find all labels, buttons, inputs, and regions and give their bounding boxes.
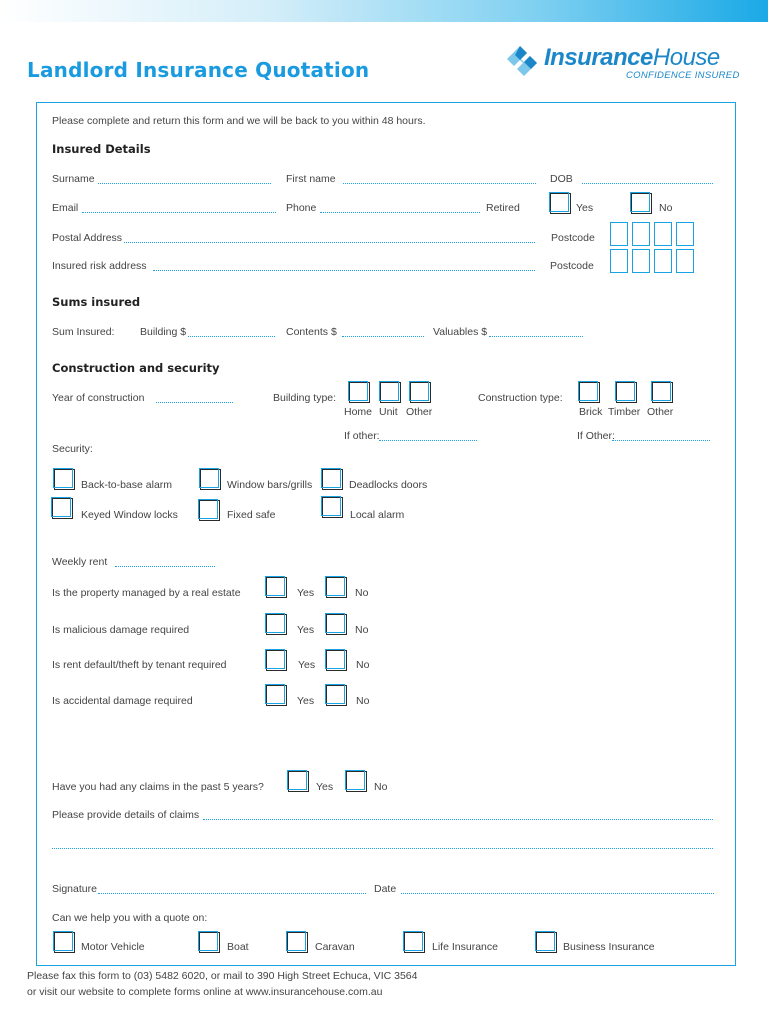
caravan-label: Caravan (315, 941, 355, 953)
help-question: Can we help you with a quote on: (52, 912, 208, 924)
window-bars-label: Window bars/grills (227, 479, 313, 491)
date-label: Date (374, 883, 397, 895)
keyed-window-locks-checkbox[interactable] (52, 498, 73, 519)
year-construction-field[interactable] (156, 402, 233, 403)
claims-details-field[interactable] (203, 819, 713, 820)
building-other-label: Other (406, 406, 433, 418)
weekly-rent-field[interactable] (115, 566, 215, 567)
construction-if-other-field[interactable] (612, 440, 710, 441)
postal-address-field[interactable] (124, 242, 535, 243)
retired-yes-label: Yes (576, 202, 594, 214)
building-type-label: Building type: (273, 392, 337, 404)
local-alarm-checkbox[interactable] (322, 497, 343, 518)
malicious-no-label: No (355, 624, 369, 636)
building-home-checkbox[interactable] (349, 382, 370, 403)
building-sum-label: Building $ (140, 326, 187, 338)
logo-name-bold: Insurance (544, 44, 653, 71)
life-insurance-checkbox[interactable] (404, 932, 425, 953)
valuables-sum-label: Valuables $ (433, 326, 488, 338)
construction-brick-label: Brick (579, 406, 603, 418)
claims-yes-label: Yes (316, 781, 334, 793)
fixed-safe-checkbox[interactable] (199, 500, 220, 521)
construction-timber-label: Timber (608, 406, 641, 418)
accidental-no-checkbox[interactable] (326, 685, 347, 706)
deadlocks-label: Deadlocks doors (349, 479, 428, 491)
keyed-window-locks-label: Keyed Window locks (81, 509, 178, 521)
construction-if-other-label: If Other: (577, 430, 615, 442)
sum-insured-label: Sum Insured: (52, 326, 115, 338)
building-other-checkbox[interactable] (410, 382, 431, 403)
postcode-digit-4[interactable] (676, 222, 694, 246)
claims-details-field-line-2[interactable] (52, 848, 713, 849)
rent-default-yes-checkbox[interactable] (266, 650, 287, 671)
deadlocks-checkbox[interactable] (322, 469, 343, 490)
dob-field[interactable] (582, 183, 713, 184)
risk-postcode-label: Postcode (550, 260, 594, 272)
building-home-label: Home (344, 406, 373, 418)
dob-label: DOB (550, 173, 573, 185)
boat-checkbox[interactable] (199, 932, 220, 953)
local-alarm-label: Local alarm (350, 509, 405, 521)
claims-details-label: Please provide details of claims (52, 809, 200, 821)
claims-yes-checkbox[interactable] (288, 771, 309, 792)
building-unit-checkbox[interactable] (380, 382, 401, 403)
first-name-field[interactable] (343, 183, 536, 184)
window-bars-checkbox[interactable] (200, 469, 221, 490)
phone-field[interactable] (320, 212, 480, 213)
logo-mark-icon (503, 42, 543, 76)
managed-no-label: No (355, 587, 369, 599)
rent-default-yes-label: Yes (298, 659, 316, 671)
header-gradient-bar (0, 0, 768, 22)
signature-field[interactable] (98, 893, 366, 894)
signature-label: Signature (52, 883, 97, 895)
malicious-yes-checkbox[interactable] (266, 614, 287, 635)
surname-field[interactable] (98, 183, 271, 184)
accidental-no-label: No (356, 695, 370, 707)
postcode-digit-1[interactable] (610, 222, 628, 246)
retired-no-checkbox[interactable] (631, 193, 652, 214)
page-title: Landlord Insurance Quotation (27, 58, 370, 82)
construction-heading: Construction and security (52, 361, 220, 375)
construction-type-label: Construction type: (478, 392, 563, 404)
risk-address-field[interactable] (153, 270, 535, 271)
valuables-sum-field[interactable] (489, 336, 583, 337)
email-field[interactable] (82, 212, 276, 213)
back-to-base-alarm-label: Back-to-base alarm (81, 479, 173, 491)
risk-postcode-digit-3[interactable] (654, 249, 672, 273)
construction-brick-checkbox[interactable] (579, 382, 600, 403)
logo-wordmark (544, 44, 720, 72)
managed-yes-label: Yes (297, 587, 315, 599)
email-label: Email (52, 202, 79, 214)
claims-no-label: No (374, 781, 388, 793)
postcode-label: Postcode (551, 232, 595, 244)
caravan-checkbox[interactable] (287, 932, 308, 953)
business-insurance-label: Business Insurance (563, 941, 655, 953)
risk-postcode-digit-4[interactable] (676, 249, 694, 273)
contents-sum-field[interactable] (342, 336, 424, 337)
building-if-other-label: If other: (344, 430, 380, 442)
sums-insured-heading: Sums insured (52, 295, 141, 309)
risk-postcode-digit-2[interactable] (632, 249, 650, 273)
malicious-question: Is malicious damage required (52, 624, 190, 636)
building-sum-field[interactable] (188, 336, 275, 337)
life-insurance-label: Life Insurance (432, 941, 498, 953)
security-label: Security: (52, 443, 93, 455)
business-insurance-checkbox[interactable] (536, 932, 557, 953)
logo-tagline: CONFIDENCE INSURED (626, 70, 740, 81)
surname-label: Surname (52, 173, 95, 185)
phone-label: Phone (286, 202, 317, 214)
building-if-other-field[interactable] (379, 440, 477, 441)
malicious-no-checkbox[interactable] (326, 614, 347, 635)
accidental-yes-checkbox[interactable] (266, 685, 287, 706)
rent-default-no-label: No (356, 659, 370, 671)
boat-label: Boat (227, 941, 249, 953)
insurance-house-logo (503, 42, 743, 84)
claims-no-checkbox[interactable] (346, 771, 367, 792)
form-frame (36, 102, 736, 966)
postcode-digit-3[interactable] (654, 222, 672, 246)
motor-vehicle-label: Motor Vehicle (81, 941, 145, 953)
risk-address-label: Insured risk address (52, 260, 147, 272)
postal-address-label: Postal Address (52, 232, 123, 244)
back-to-base-alarm-checkbox[interactable] (54, 469, 75, 490)
construction-timber-checkbox[interactable] (616, 382, 637, 403)
year-construction-label: Year of construction (52, 392, 145, 404)
accidental-yes-label: Yes (297, 695, 315, 707)
logo-name-light: House (652, 44, 720, 71)
weekly-rent-label: Weekly rent (52, 556, 108, 568)
footer-line-1: Please fax this form to (03) 5482 6020, or mail to 390 High Street Echuca, VIC 3564 (27, 970, 418, 982)
managed-no-checkbox[interactable] (326, 577, 347, 598)
managed-question: Is the property managed by a real estate (52, 587, 241, 599)
retired-yes-checkbox[interactable] (550, 193, 571, 214)
postcode-digit-2[interactable] (632, 222, 650, 246)
construction-other-checkbox[interactable] (652, 382, 673, 403)
insured-details-heading: Insured Details (52, 142, 151, 156)
footer-line-2: or visit our website to complete forms online at www.insurancehouse.com.au (27, 986, 383, 998)
managed-yes-checkbox[interactable] (266, 577, 287, 598)
retired-no-label: No (659, 202, 673, 214)
fixed-safe-label: Fixed safe (227, 509, 276, 521)
building-unit-label: Unit (379, 406, 398, 418)
risk-postcode-digit-1[interactable] (610, 249, 628, 273)
rent-default-question: Is rent default/theft by tenant required (52, 659, 227, 671)
retired-label: Retired (486, 202, 520, 214)
contents-sum-label: Contents $ (286, 326, 337, 338)
claims-question: Have you had any claims in the past 5 years? (52, 781, 264, 793)
date-field[interactable] (401, 893, 714, 894)
construction-other-label: Other (647, 406, 674, 418)
motor-vehicle-checkbox[interactable] (54, 932, 75, 953)
intro-text: Please complete and return this form and we will be back to you within 48 hours. (52, 115, 426, 127)
first-name-label: First name (286, 173, 336, 185)
accidental-question: Is accidental damage required (52, 695, 193, 707)
malicious-yes-label: Yes (297, 624, 315, 636)
rent-default-no-checkbox[interactable] (326, 650, 347, 671)
